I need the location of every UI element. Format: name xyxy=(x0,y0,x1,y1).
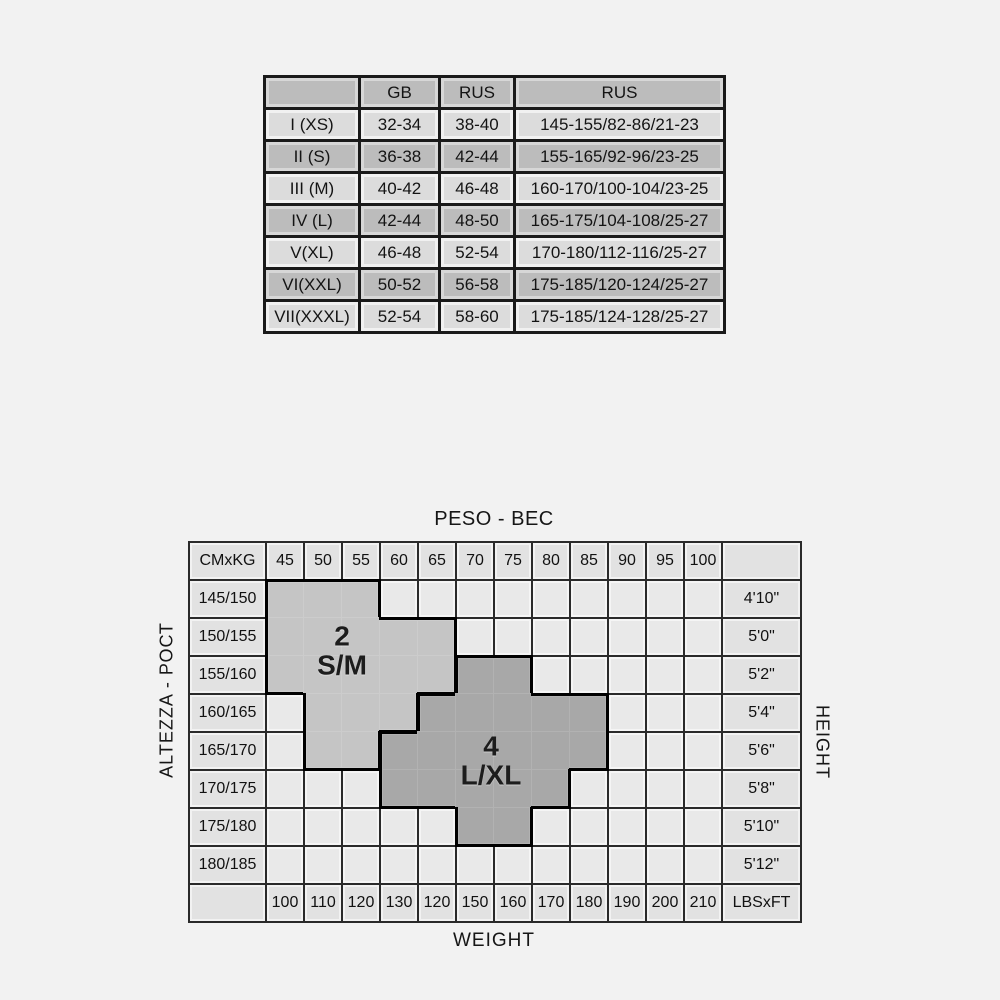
region-sm-size: S/M xyxy=(317,650,367,681)
grid-data-cell xyxy=(417,807,457,847)
size-table-cell-rus: 46-48 xyxy=(440,173,515,205)
grid-data-cell xyxy=(607,579,647,619)
size-table-cell-size: V(XL) xyxy=(265,237,360,269)
size-table-cell-gb: 36-38 xyxy=(360,141,440,173)
size-table-cell-measurements: 170-180/112-116/25-27 xyxy=(515,237,725,269)
size-table-cell-gb: 50-52 xyxy=(360,269,440,301)
size-region-cell-sm xyxy=(379,693,419,733)
kg-axis-cell: 55 xyxy=(341,541,381,581)
size-region-cell-sm xyxy=(265,579,305,619)
cm-axis-cell: 155/160 xyxy=(188,655,267,695)
grid-data-cell xyxy=(417,845,457,885)
size-region-cell-lxl xyxy=(531,693,571,733)
kg-axis-cell: 80 xyxy=(531,541,571,581)
size-table-cell-gb: 40-42 xyxy=(360,173,440,205)
size-table-cell-rus: 38-40 xyxy=(440,109,515,141)
cm-axis-cell: 170/175 xyxy=(188,769,267,809)
size-region-cell-lxl xyxy=(417,769,457,809)
ft-axis-cell: 5'2" xyxy=(721,655,802,695)
grid-data-cell xyxy=(341,769,381,809)
size-table-cell-gb: 46-48 xyxy=(360,237,440,269)
size-region-cell-sm xyxy=(265,655,305,695)
size-table-cell-measurements: 145-155/82-86/21-23 xyxy=(515,109,725,141)
cm-axis-cell: 175/180 xyxy=(188,807,267,847)
grid-data-cell xyxy=(607,731,647,771)
ft-axis-cell: 5'12" xyxy=(721,845,802,885)
grid-data-cell xyxy=(607,655,647,695)
height-axis-left-label: ALTEZZA - РОСТ xyxy=(156,622,177,778)
size-table-cell-measurements: 165-175/104-108/25-27 xyxy=(515,205,725,237)
size-region-cell-lxl xyxy=(379,769,419,809)
size-table-header: GB xyxy=(360,77,440,109)
grid-data-cell xyxy=(531,807,571,847)
size-table-cell-measurements: 155-165/92-96/23-25 xyxy=(515,141,725,173)
grid-data-cell xyxy=(607,617,647,657)
size-region-cell-sm xyxy=(341,693,381,733)
size-table-cell-size: II (S) xyxy=(265,141,360,173)
unit-corner-lbsxft: LBSxFT xyxy=(721,883,802,923)
kg-axis-cell: 65 xyxy=(417,541,457,581)
kg-axis-cell: 85 xyxy=(569,541,609,581)
ft-axis-cell: 5'4" xyxy=(721,693,802,733)
grid-data-cell xyxy=(265,731,305,771)
size-region-cell-lxl xyxy=(455,655,495,695)
empty-corner-cell xyxy=(721,541,802,581)
grid-data-cell xyxy=(569,845,609,885)
size-region-cell-lxl xyxy=(531,731,571,771)
grid-data-cell xyxy=(531,579,571,619)
grid-data-cell xyxy=(645,769,685,809)
grid-data-cell xyxy=(303,769,343,809)
cm-axis-cell: 180/185 xyxy=(188,845,267,885)
grid-data-cell xyxy=(379,579,419,619)
grid-data-cell xyxy=(569,617,609,657)
size-region-cell-lxl xyxy=(455,807,495,847)
kg-axis-cell: 100 xyxy=(683,541,723,581)
size-region-cell-sm xyxy=(379,617,419,657)
unit-corner-cmxkg: CMxKG xyxy=(188,541,267,581)
grid-data-cell xyxy=(531,845,571,885)
grid-data-cell xyxy=(265,769,305,809)
grid-data-cell xyxy=(531,617,571,657)
grid-data-cell xyxy=(645,731,685,771)
grid-data-cell xyxy=(303,807,343,847)
grid-data-cell xyxy=(455,617,495,657)
grid-data-cell xyxy=(569,579,609,619)
kg-axis-cell: 45 xyxy=(265,541,305,581)
size-table-cell-size: IV (L) xyxy=(265,205,360,237)
lbs-axis-cell: 210 xyxy=(683,883,723,923)
lbs-axis-cell: 130 xyxy=(379,883,419,923)
size-table-cell-gb: 32-34 xyxy=(360,109,440,141)
size-region-cell-sm xyxy=(303,731,343,771)
size-region-cell-lxl xyxy=(417,731,457,771)
size-table-header: RUS xyxy=(515,77,725,109)
kg-axis-cell: 70 xyxy=(455,541,495,581)
grid-data-cell xyxy=(683,731,723,771)
size-chart xyxy=(156,508,833,951)
grid-data-cell xyxy=(645,617,685,657)
size-region-cell-lxl xyxy=(455,693,495,733)
grid-data-cell xyxy=(569,807,609,847)
cm-axis-cell: 160/165 xyxy=(188,693,267,733)
grid-data-cell xyxy=(417,579,457,619)
grid-data-cell xyxy=(683,693,723,733)
weight-axis-top-label: PESO - ВЕС xyxy=(434,508,554,530)
grid-data-cell xyxy=(607,807,647,847)
empty-corner-cell xyxy=(188,883,267,923)
lbs-axis-cell: 160 xyxy=(493,883,533,923)
grid-data-cell xyxy=(683,617,723,657)
grid-data-cell xyxy=(531,655,571,695)
grid-data-cell xyxy=(455,579,495,619)
kg-axis-cell: 90 xyxy=(607,541,647,581)
size-region-cell-sm xyxy=(379,655,419,695)
size-conversion-table xyxy=(263,75,726,334)
size-region-cell-lxl xyxy=(493,655,533,695)
lbs-axis-cell: 170 xyxy=(531,883,571,923)
size-region-cell-lxl xyxy=(493,693,533,733)
grid-data-cell xyxy=(569,769,609,809)
grid-data-cell xyxy=(645,807,685,847)
grid-data-cell xyxy=(683,579,723,619)
size-table-cell-rus: 56-58 xyxy=(440,269,515,301)
size-region-cell-sm xyxy=(303,579,343,619)
grid-data-cell xyxy=(303,845,343,885)
region-sm-number: 2 xyxy=(334,620,350,652)
size-region-cell-lxl xyxy=(417,693,457,733)
grid-data-cell xyxy=(265,807,305,847)
grid-data-cell xyxy=(265,845,305,885)
lbs-axis-cell: 100 xyxy=(265,883,305,923)
kg-axis-cell: 50 xyxy=(303,541,343,581)
size-table-cell-rus: 58-60 xyxy=(440,301,515,333)
grid-data-cell xyxy=(645,655,685,695)
ft-axis-cell: 4'10" xyxy=(721,579,802,619)
cm-axis-cell: 145/150 xyxy=(188,579,267,619)
grid-data-cell xyxy=(683,807,723,847)
size-region-cell-lxl xyxy=(531,769,571,809)
size-table-cell-rus: 42-44 xyxy=(440,141,515,173)
size-table-corner xyxy=(265,77,360,109)
grid-data-cell xyxy=(607,693,647,733)
size-region-cell-sm xyxy=(417,617,457,657)
region-label-sm xyxy=(317,622,367,681)
ft-axis-cell: 5'6" xyxy=(721,731,802,771)
size-region-cell-lxl xyxy=(569,693,609,733)
grid-data-cell xyxy=(493,845,533,885)
grid-data-cell xyxy=(645,845,685,885)
lbs-axis-cell: 120 xyxy=(341,883,381,923)
cm-axis-cell: 150/155 xyxy=(188,617,267,657)
lbs-axis-cell: 110 xyxy=(303,883,343,923)
lbs-axis-cell: 200 xyxy=(645,883,685,923)
ft-axis-cell: 5'0" xyxy=(721,617,802,657)
size-table-cell-measurements: 175-185/120-124/25-27 xyxy=(515,269,725,301)
size-region-cell-sm xyxy=(265,617,305,657)
kg-axis-cell: 60 xyxy=(379,541,419,581)
grid-data-cell xyxy=(569,655,609,695)
size-table-cell-size: III (M) xyxy=(265,173,360,205)
ft-axis-cell: 5'8" xyxy=(721,769,802,809)
region-lxl-size: L/XL xyxy=(460,760,522,791)
size-region-cell-sm xyxy=(341,579,381,619)
grid-data-cell xyxy=(493,617,533,657)
size-region-cell-lxl xyxy=(379,731,419,771)
size-table-cell-size: VII(XXXL) xyxy=(265,301,360,333)
region-label-lxl xyxy=(461,732,522,791)
grid-data-cell xyxy=(645,579,685,619)
grid-data-cell xyxy=(455,845,495,885)
grid-data-cell xyxy=(607,845,647,885)
cm-axis-cell: 165/170 xyxy=(188,731,267,771)
grid-data-cell xyxy=(341,845,381,885)
grid-data-cell xyxy=(683,769,723,809)
size-region-cell-sm xyxy=(303,693,343,733)
size-region-cell-lxl xyxy=(569,731,609,771)
grid-data-cell xyxy=(683,655,723,695)
grid-data-cell xyxy=(607,769,647,809)
size-table-cell-rus: 48-50 xyxy=(440,205,515,237)
size-region-cell-sm xyxy=(417,655,457,695)
grid-data-cell xyxy=(645,693,685,733)
size-table-cell-gb: 52-54 xyxy=(360,301,440,333)
lbs-axis-cell: 190 xyxy=(607,883,647,923)
lbs-axis-cell: 150 xyxy=(455,883,495,923)
height-axis-right-label: HEIGHT xyxy=(812,704,833,780)
grid-data-cell xyxy=(265,693,305,733)
grid-data-cell xyxy=(341,807,381,847)
grid-data-cell xyxy=(379,845,419,885)
kg-axis-cell: 75 xyxy=(493,541,533,581)
size-table-cell-measurements: 175-185/124-128/25-27 xyxy=(515,301,725,333)
kg-axis-cell: 95 xyxy=(645,541,685,581)
ft-axis-cell: 5'10" xyxy=(721,807,802,847)
size-region-cell-sm xyxy=(341,731,381,771)
size-table-cell-size: VI(XXL) xyxy=(265,269,360,301)
grid-data-cell xyxy=(379,807,419,847)
weight-axis-bottom-label: WEIGHT xyxy=(453,930,535,951)
size-region-cell-lxl xyxy=(493,807,533,847)
grid-data-cell xyxy=(493,579,533,619)
size-table-cell-size: I (XS) xyxy=(265,109,360,141)
region-lxl-number: 4 xyxy=(483,730,499,762)
size-table-cell-gb: 42-44 xyxy=(360,205,440,237)
size-table-header: RUS xyxy=(440,77,515,109)
grid-data-cell xyxy=(683,845,723,885)
size-table-cell-measurements: 160-170/100-104/23-25 xyxy=(515,173,725,205)
size-table-cell-rus: 52-54 xyxy=(440,237,515,269)
lbs-axis-cell: 120 xyxy=(417,883,457,923)
lbs-axis-cell: 180 xyxy=(569,883,609,923)
